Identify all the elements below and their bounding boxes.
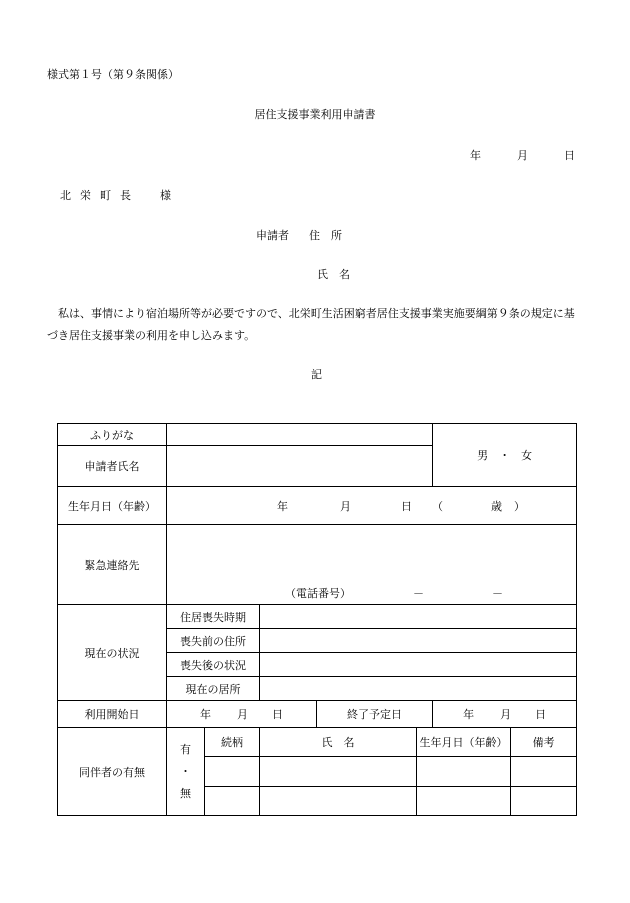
companion-yes-no[interactable]: [167, 728, 205, 816]
status-after-loss-field[interactable]: [260, 653, 577, 677]
date-day-label: 日: [564, 149, 575, 162]
furigana-label: ふりがな: [58, 424, 167, 446]
start-month: 月: [237, 708, 248, 721]
start-day: 日: [272, 708, 283, 721]
status-item-current-residence: 現在の居所: [167, 677, 260, 701]
ki-heading: 記: [311, 368, 322, 381]
applicant-name-label: 氏 名: [317, 268, 350, 281]
companion-name-field[interactable]: [260, 757, 417, 787]
status-loss-date-field[interactable]: [260, 605, 577, 629]
applicant-label: 申請者: [256, 229, 289, 242]
status-current-residence-field[interactable]: [260, 677, 577, 701]
applicant-address-line: [256, 227, 342, 243]
companion-no: 無: [180, 786, 191, 800]
form-number: 様式第１号（第９条関係）: [47, 68, 179, 81]
phone-dash-1: －: [413, 587, 424, 600]
companion-label: 同伴者の有無: [58, 728, 167, 816]
document-title: 居住支援事業利用申請書: [254, 108, 376, 121]
companion-header-name: 氏 名: [260, 728, 417, 757]
companion-header-birthdate: 生年月日（年齢）: [417, 728, 511, 757]
emergency-contact-label: 緊急連絡先: [58, 525, 167, 605]
companion-header-notes: 備考: [511, 728, 577, 757]
end-date-field[interactable]: [433, 701, 577, 728]
applicant-name-cell-label: 申請者氏名: [58, 446, 167, 487]
start-date-label: 利用開始日: [58, 701, 167, 728]
birth-year: 年: [277, 499, 288, 513]
age-label: 歳: [491, 499, 502, 513]
age-open: （: [432, 499, 443, 513]
end-month: 月: [500, 708, 512, 721]
start-date-field[interactable]: [167, 701, 317, 728]
birthdate-field[interactable]: [167, 487, 577, 525]
companion-header-relation: 続柄: [205, 728, 260, 757]
start-year: 年: [200, 708, 211, 721]
phone-dash-2: －: [492, 587, 503, 600]
status-item-after-loss: 喪失後の状況: [167, 653, 260, 677]
companion-name-field[interactable]: [260, 787, 417, 816]
age-close: ）: [514, 499, 525, 513]
status-item-loss-date: 住居喪失時期: [167, 605, 260, 629]
current-status-label: 現在の状況: [58, 605, 167, 701]
status-prev-address-field[interactable]: [260, 629, 577, 653]
date-month-label: 月: [517, 149, 528, 162]
address-label: 住 所: [309, 229, 342, 242]
companion-birthdate-field[interactable]: [417, 757, 511, 787]
phone-label: （電話番号）: [285, 587, 351, 600]
companion-dot: ・: [180, 764, 191, 778]
companion-relation-field[interactable]: [205, 787, 260, 816]
companion-relation-field[interactable]: [205, 757, 260, 787]
companion-yes: 有: [180, 742, 191, 756]
end-date-label: 終了予定日: [317, 701, 433, 728]
companion-notes-field[interactable]: [511, 787, 577, 816]
birth-month: 月: [340, 499, 351, 513]
date-year-label: 年: [470, 149, 481, 162]
companion-notes-field[interactable]: [511, 757, 577, 787]
statement-text: 私は、事情により宿泊場所等が必要ですので、北栄町生活困窮者居住支援事業実施要綱第９条の規定に基づき居住支援事業の利用を申し込みます。: [47, 307, 575, 342]
applicant-name-field[interactable]: [167, 446, 433, 487]
end-year: 年: [463, 708, 475, 721]
date-line: [470, 147, 575, 163]
emergency-contact-field[interactable]: [167, 525, 577, 605]
companion-birthdate-field[interactable]: [417, 787, 511, 816]
birth-day: 日: [401, 499, 412, 513]
furigana-field[interactable]: [167, 424, 433, 446]
gender-field[interactable]: 男 ・ 女: [433, 424, 577, 487]
end-day: 日: [535, 708, 547, 721]
status-item-prev-address: 喪失前の住所: [167, 629, 260, 653]
application-form-table: [57, 423, 577, 816]
addressee: 北栄町長 様: [60, 189, 180, 202]
birthdate-label: 生年月日（年齢）: [58, 487, 167, 525]
